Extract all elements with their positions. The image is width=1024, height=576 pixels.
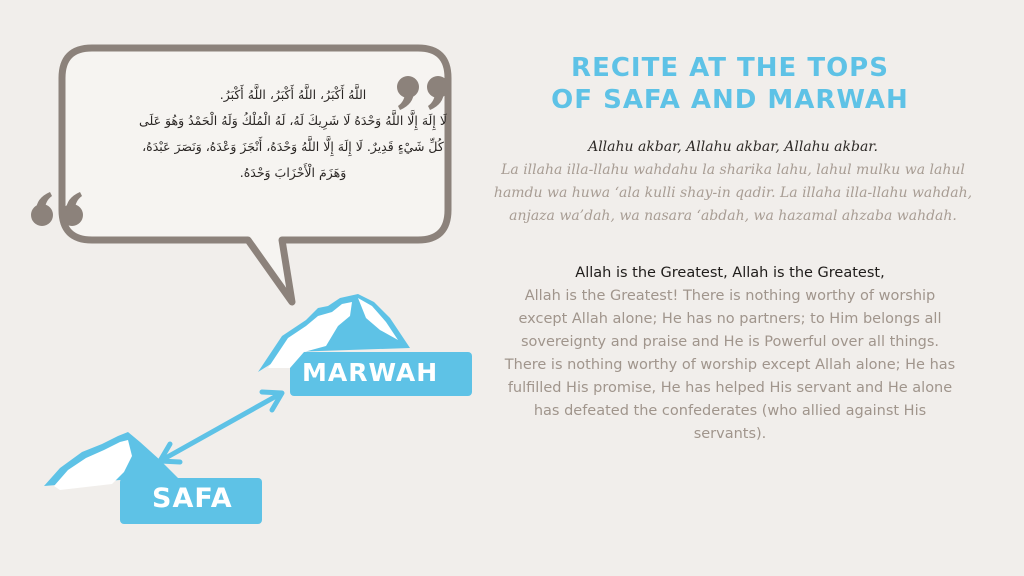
arabic-line-4: وَهَزَمَ الْأَحْزَابَ وَحْدَهُ. <box>239 165 347 180</box>
translation-rest: Allah is the Greatest! There is nothing worthy of worship except Allah alone; He has no partners; to Him belongs all sovereignty and praise and He is Powerful over all things. There is nothing worthy of worship except Allah alone; He has fulfilled His promise, He has helped His servant and He alone has defeated the confederates (who allied against His servants). <box>504 288 956 442</box>
safa-label: SAFA <box>152 483 233 514</box>
translation-first-line: Allah is the Greatest, Allah is the Greatest, <box>575 265 885 281</box>
arabic-dua <box>130 82 456 186</box>
transliteration-first-line: Allahu akbar, Allahu akbar, Allahu akbar. <box>588 139 878 155</box>
arabic-line-3: كُلِّ شَيْءٍ قَدِيرٌ. لَا إِلَهَ إِلَّا اللَّهُ وَحْدَهُ، أَنْجَزَ وَعْدَهُ، وَنَصَرَ عَبْدَهُ، <box>142 139 444 154</box>
transliteration-block <box>478 136 988 228</box>
translation-block <box>500 262 960 446</box>
page-title <box>520 52 940 116</box>
title-line-1: RECITE AT THE TOPS <box>571 53 889 83</box>
title-line-2: OF SAFA AND MARWAH <box>551 85 909 115</box>
open-quote-icon <box>31 192 83 226</box>
transliteration-rest: La illaha illa-llahu wahdahu la sharika lahu, lahul mulku wa lahul hamdu wa huwa ‘ala kulli shay-in qadir. La illaha illa-llahu wahdah, anjaza wa’dah, wa nasara ‘abdah, wa hazamal ahzaba wahdah. <box>493 162 973 224</box>
arabic-line-2: لَا إِلَهَ إِلَّا اللَّهُ وَحْدَهُ لَا شَرِيكَ لَهُ، لَهُ الْمُلْكُ وَلَهُ الْحَمْدُ وَهُوَ عَلَى <box>139 113 447 128</box>
arabic-line-1: اللَّهُ أَكْبَرُ، اللَّهُ أَكْبَرُ، اللَّهُ أَكْبَرُ. <box>219 87 367 102</box>
double-arrow-icon <box>160 392 282 462</box>
marwah-label: MARWAH <box>302 358 439 387</box>
